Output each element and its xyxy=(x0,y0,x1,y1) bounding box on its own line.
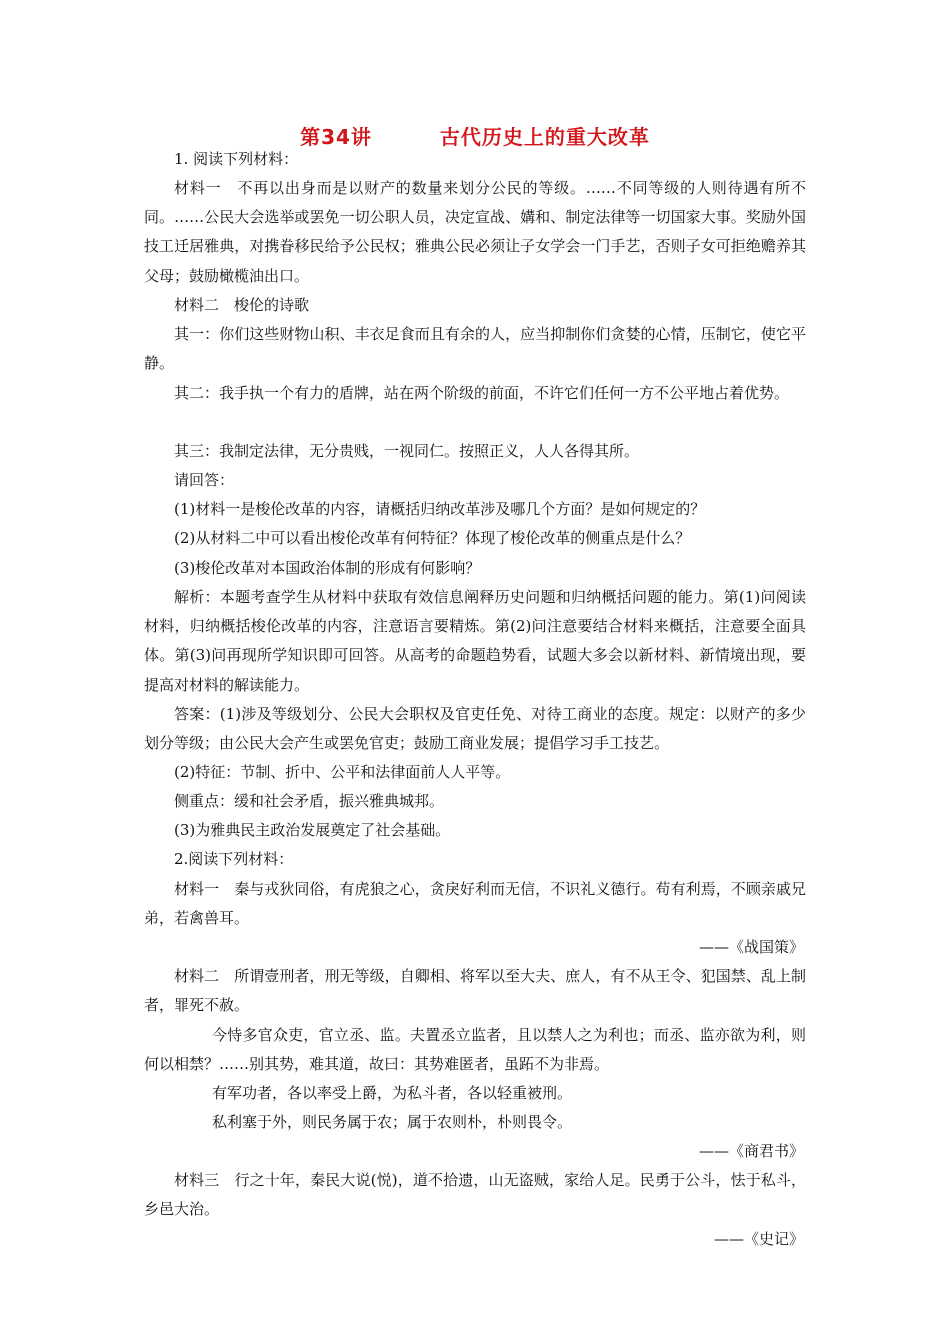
analysis-paragraph: 解析：本题考查学生从材料中获取有效信息阐释历史问题和归纳概括问题的能力。第(1)问阅读材料，归纳概括梭伦改革的内容，注意语言要精炼。第(2)问注意要结合材料来概括，注意要全面具体。第(3)问再现所学知识即可回答。从高考的命题趋势看，试题大多会以新材料、新情境出现，要提高对材料的解读能力。 xyxy=(144,588,806,694)
q2-material-2-paragraph-4: 私利塞于外，则民务属于农；属于农则朴，朴则畏令。 xyxy=(212,1113,573,1131)
poem-2: 其二：我手执一个有力的盾牌，站在两个阶级的前面，不许它们任何一方不公平地占着优势。 xyxy=(174,384,790,402)
q2-material-2-paragraph-2: 今恃多官众吏，官立丞、监。夫置丞立监者，且以禁人之为利也；而丞、监亦欲为利，则何以相禁？……别其势，难其道，故曰：其势难匿者，虽跖不为非焉。 xyxy=(144,1026,806,1074)
source-citation: ——《战国策》 xyxy=(698,938,804,956)
lecture-topic: 古代历史上的重大改革 xyxy=(439,125,650,149)
sub-question-3: (3)梭伦改革对本国政治体制的形成有何影响？ xyxy=(174,559,481,577)
source-citation: ——《史记》 xyxy=(713,1230,804,1248)
sub-question-1: (1)材料一是梭伦改革的内容，请概括归纳改革涉及哪几个方面？是如何规定的？ xyxy=(174,500,706,518)
sub-question-2: (2)从材料二中可以看出梭伦改革有何特征？体现了梭伦改革的侧重点是什么？ xyxy=(174,529,691,547)
q1-material-2-heading: 材料二 梭伦的诗歌 xyxy=(174,296,310,314)
question-1-intro: 1. 阅读下列材料： xyxy=(174,150,299,168)
question-2-intro: 2.阅读下列材料： xyxy=(174,850,294,868)
source-citation: ——《商君书》 xyxy=(698,1142,804,1160)
poem-1: 其一：你们这些财物山积、丰衣足食而且有余的人，应当抑制你们贪婪的心情，压制它，使它平静。 xyxy=(144,325,806,373)
q2-material-3: 材料三 行之十年，秦民大说(悦)，道不拾遗，山无盗贼，家给人足。民勇于公斗，怯于私斗，乡邑大治。 xyxy=(144,1171,806,1219)
answer-4: (3)为雅典民主政治发展奠定了社会基础。 xyxy=(174,821,451,839)
lecture-number: 第34讲 xyxy=(300,125,372,149)
q2-material-2: 材料二 所谓壹刑者，刑无等级，自卿相、将军以至大夫、庶人，有不从王令、犯国禁、乱上制者，罪死不赦。 xyxy=(144,967,806,1015)
answer-1: 答案：(1)涉及等级划分、公民大会职权及官吏任免、对待工商业的态度。规定：以财产的多少划分等级；由公民大会产生或罢免官吏；鼓励工商业发展；提倡学习手工技艺。 xyxy=(144,705,806,753)
q2-material-1: 材料一 秦与戎狄同俗，有虎狼之心，贪戾好利而无信，不识礼义德行。苟有利焉，不顾亲戚兄弟，若禽兽耳。 xyxy=(144,880,806,928)
poem-3: 其三：我制定法律，无分贵贱，一视同仁。按照正义，人人各得其所。 xyxy=(174,442,640,460)
q1-material-1: 材料一 不再以出身而是以财产的数量来划分公民的等级。……不同等级的人则待遇有所不同。……公民大会选举或罢免一切公职人员，决定宣战、媾和、制定法律等一切国家大事。奖励外国技工迁居雅典，对携眷移民给予公民权；雅典公民必须让子女学会一门手艺，否则子女可拒绝赡养其父母；鼓励橄榄油出口。 xyxy=(144,179,806,285)
answer-3: 侧重点：缓和社会矛盾，振兴雅典城邦。 xyxy=(174,792,445,810)
q2-material-2-paragraph-3: 有军功者，各以率受上爵，为私斗者，各以轻重被刑。 xyxy=(212,1084,573,1102)
ask-prompt: 请回答： xyxy=(174,471,235,489)
answer-2: (2)特征：节制、折中、公平和法律面前人人平等。 xyxy=(174,763,511,781)
